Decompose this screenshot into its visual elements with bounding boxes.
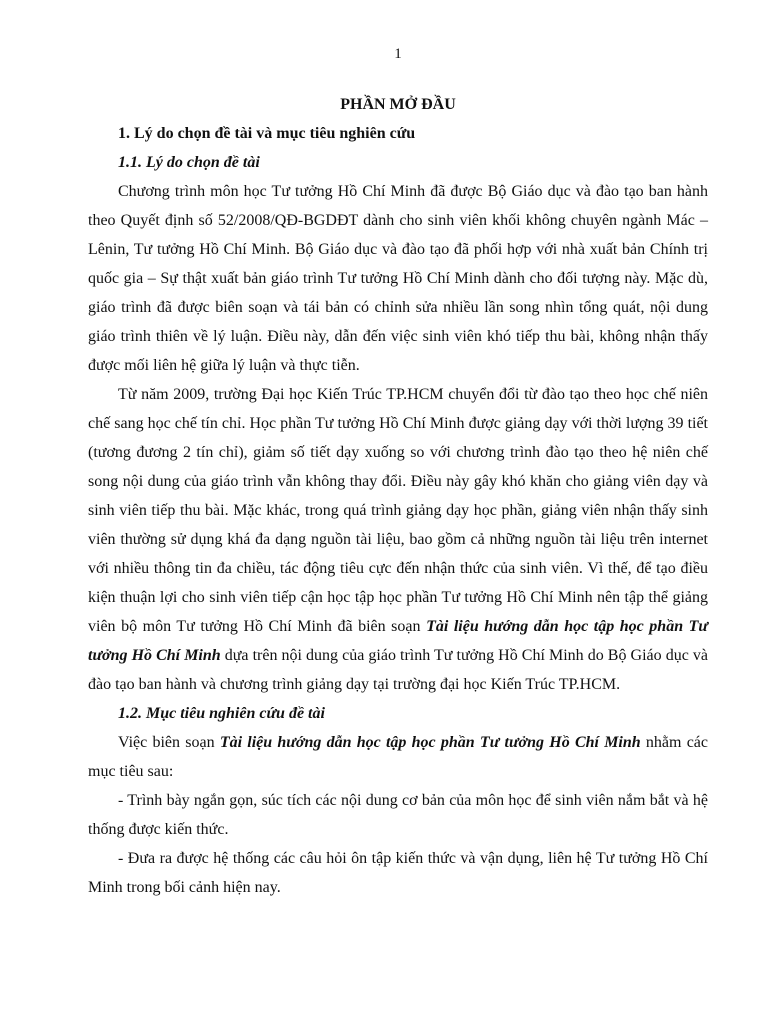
section-heading-1: 1. Lý do chọn đề tài và mục tiêu nghiên cứu <box>118 125 416 142</box>
paragraph-3-text-a: Việc biên soạn <box>118 734 220 751</box>
section-heading-1-1: 1.1. Lý do chọn đề tài <box>118 154 260 171</box>
paragraph-1: Chương trình môn học Tư tưởng Hồ Chí Minh đã được Bộ Giáo dục và đào tạo ban hành theo Quyết định số 52/2008/QĐ-BGDĐT dành cho sinh viên khối không chuyên ngành Mác – Lênin, Tư tưởng Hồ Chí Minh. Bộ Giáo dục và đào tạo đã phối hợp với nhà xuất bản Chính trị quốc gia – Sự thật xuất bản giáo trình Tư tưởng Hồ Chí Minh dành cho đối tượng này. Mặc dù, giáo trình đã được biên soạn và tái bản có chỉnh sửa nhiều lần song nhìn tổng quát, nội dung giáo trình thiên về lý luận. Điều này, dẫn đến việc sinh viên khó tiếp thu bài, không nhận thấy được mối liên hệ giữa lý luận và thực tiễn. <box>88 183 708 374</box>
paragraph-3-bold-title: Tài liệu hướng dẫn học tập học phần Tư tưởng Hồ Chí Minh <box>219 734 641 751</box>
paragraph-2-text-b: dựa trên nội dung của giáo trình Tư tưởng Hồ Chí Minh do Bộ Giáo dục và đào tạo ban hành và chương trình giảng dạy tại trường đại học Kiến Trúc TP.HCM. <box>88 647 708 693</box>
paragraph-2-text-a: Từ năm 2009, trường Đại học Kiến Trúc TP.HCM chuyển đổi từ đào tạo theo học chế niên chế sang học chế tín chỉ. Học phần Tư tưởng Hồ Chí Minh được giảng dạy với thời lượng 39 tiết (tương đương 2 tín chỉ), giảm số tiết dạy xuống so với chương trình đào tạo theo hệ niên chế song nội dung của giáo trình vẫn không thay đổi. Điều này gây khó khăn cho giảng viên dạy và sinh viên tiếp thu bài. Mặc khác, trong quá trình giảng dạy học phần, giảng viên nhận thấy sinh viên thường sử dụng khá đa dạng nguồn tài liệu, bao gồm cả những nguồn tài liệu trên internet với nhiều thông tin đa chiều, tác động tiêu cực đến nhận thức của sinh viên. Vì thế, để tạo điều kiện thuận lợi cho sinh viên tiếp cận học tập học phần Tư tưởng Hồ Chí Minh nên tập thể giảng viên bộ môn Tư tưởng Hồ Chí Minh đã biên soạn <box>88 386 708 635</box>
page-number: 1 <box>394 46 402 62</box>
section-heading-1-2: 1.2. Mục tiêu nghiên cứu đề tài <box>118 705 325 722</box>
document-body <box>88 90 708 902</box>
page-title: PHẦN MỞ ĐẦU <box>340 96 456 113</box>
paragraph-2-bold-title: Tài liệu hướng dẫn học tập học phần Tư tưởng Hồ Chí Minh <box>88 618 709 664</box>
bullet-item-2: - Đưa ra được hệ thống các câu hỏi ôn tập kiến thức và vận dụng, liên hệ Tư tưởng Hồ Chí Minh trong bối cảnh hiện nay. <box>88 850 708 896</box>
paragraph-3-text-b: nhằm các mục tiêu sau: <box>88 734 708 780</box>
paragraph-3 <box>88 728 708 786</box>
paragraph-2 <box>88 380 708 699</box>
bullet-item-1: - Trình bày ngắn gọn, súc tích các nội dung cơ bản của môn học để sinh viên nắm bắt và hệ thống được kiến thức. <box>88 792 708 838</box>
